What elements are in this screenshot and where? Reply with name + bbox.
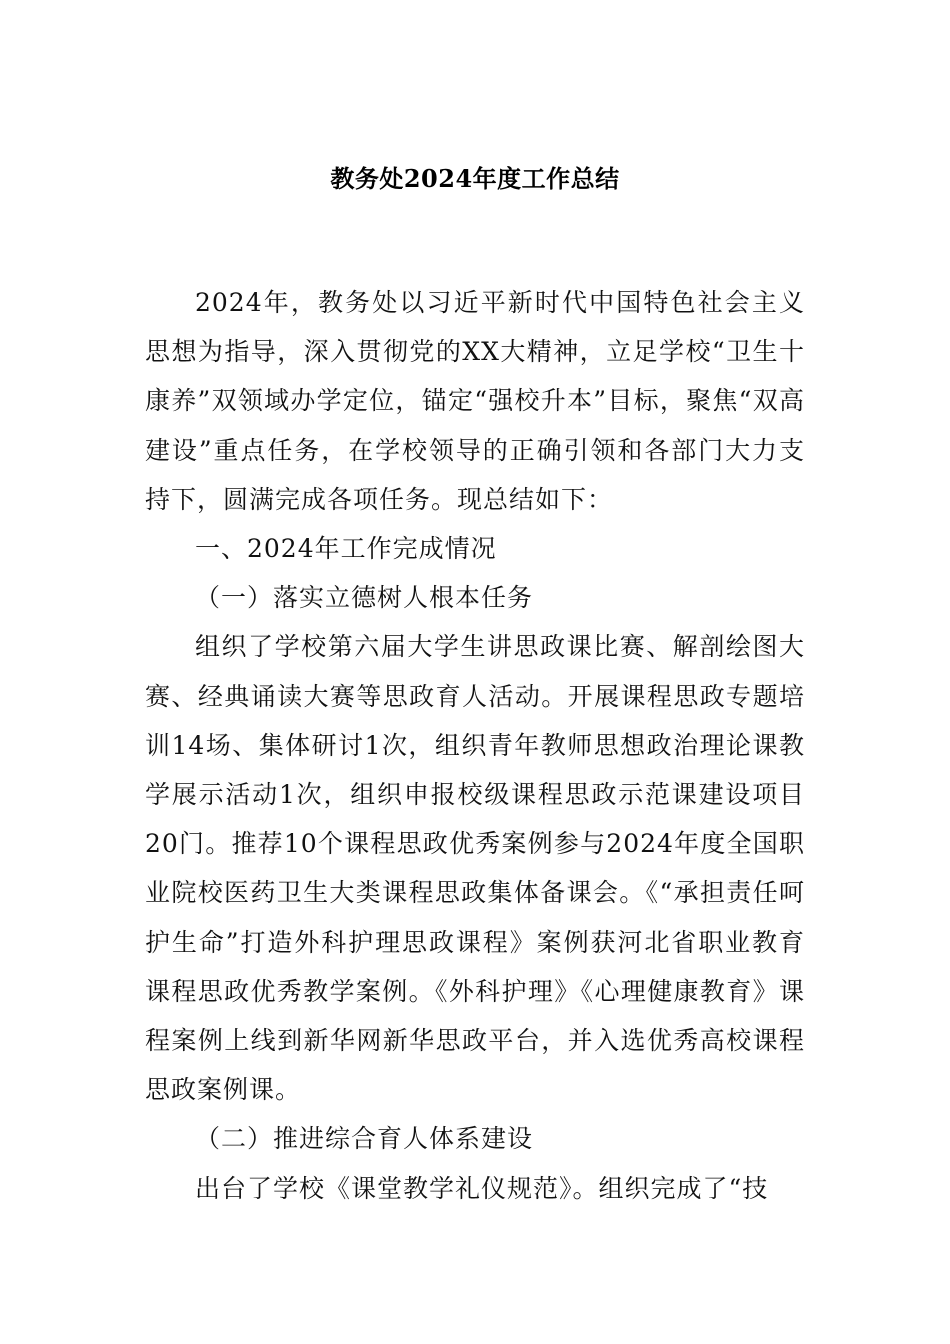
section-heading-1: 一、2024年工作完成情况 (195, 534, 497, 564)
subsection-heading-1: （一）落实立德树人根本任务 (195, 583, 534, 613)
body-paragraph-1: 组织了学校第六届大学生讲思政课比赛、解剖绘图大赛、经典诵读大赛等思政育人活动。开展课程思政专题培训14场、集体研讨1次，组织青年教师思想政治理论课教学展示活动1次，组织申报校级课程思政示范课建设项目20门。推荐10个课程思政优秀案例参与2024年度全国职业院校医药卫生大类课程思政集体备课会。《“承担责任呵护生命”打造外科护理思政课程》案例获河北省职业教育课程思政优秀教学案例。《外科护理》《心理健康教育》课程案例上线到新华网新华思政平台，并入选优秀高校课程思政案例课。 (145, 632, 805, 1105)
body-paragraph-2: 出台了学校《课堂教学礼仪规范》。组织完成了“技 (195, 1173, 769, 1203)
document-body (145, 278, 805, 1213)
intro-paragraph: 2024年，教务处以习近平新时代中国特色社会主义思想为指导，深入贯彻党的XX大精神，立足学校“卫生十康养”双领域办学定位，锚定“强校升本”目标，聚焦“双高建设”重点任务，在学校领导的正确引领和各部门大力支持下，圆满完成各项任务。现总结如下： (145, 288, 805, 514)
subsection-heading-2: （二）推进综合育人体系建设 (195, 1124, 534, 1154)
document-title: 教务处2024年度工作总结 (330, 164, 620, 193)
